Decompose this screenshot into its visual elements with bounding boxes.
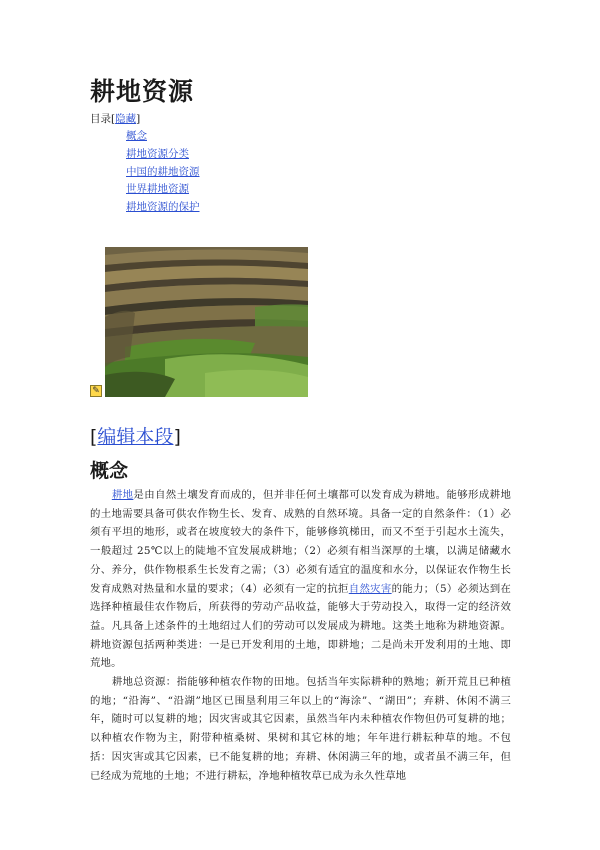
toc-item: [126, 164, 200, 182]
toc-link-world[interactable]: 世界耕地资源: [126, 183, 189, 196]
toc-list: [126, 128, 200, 217]
toc-label: 目录: [90, 113, 111, 125]
edit-bracket-close: ]: [173, 426, 181, 448]
edit-section: [90, 422, 181, 449]
toc-item: [126, 199, 200, 217]
toc-bracket-close: ]: [136, 113, 141, 125]
toc-bracket-open: [: [111, 113, 116, 125]
paragraph-1: [90, 486, 511, 673]
edit-section-link[interactable]: 编辑本段: [97, 426, 174, 448]
terraced-farmland-photo: [105, 247, 308, 397]
paragraph-1-text-a: 是由自然土壤发育而成的，但并非任何土壤都可以发育成为耕地。能够形成耕地的土地需要具备可供农作物生长、发育、成熟的自然环境。具备一定的自然条件：（1）必须有平坦的地形，或者在坡度较大的条件下，能够修筑梯田，而又不至于引起水土流失，一般超过 25℃以上的陡地不宜发展成耕地；（2）必须有相当深厚的土壤，以满足储藏水分、养分，供作物根系生长发育之需；（3）必须有适宜的温度和水分，以保证农作物生长发育成熟对热量和水量的要求；（4）必须有一定的抗拒: [90, 489, 511, 595]
section-body: [90, 486, 511, 785]
paragraph-1-text-b: 的能力；（5）必须达到在选择种植最佳农作物后，所获得的劳动产品收益，能够大于劳动投入，取得一定的经济效益。凡具备上述条件的土地绍过人们的劳动可以发展成为耕地。这类土地称为耕地资源。耕地资源包括两种类进：一是已开发利用的土地，即耕地；二是尚未开发利用的土地、即荒地。: [90, 582, 511, 670]
toc-item: [126, 181, 200, 199]
terraced-farmland-illustration: [105, 247, 308, 397]
arable-land-link[interactable]: 耕地: [111, 489, 134, 501]
toc-item: [126, 146, 200, 164]
image-placeholder-icon[interactable]: ✎: [90, 385, 102, 397]
toc-link-classification[interactable]: 耕地资源分类: [126, 147, 189, 160]
section-heading: 概念: [90, 460, 129, 482]
natural-disaster-link[interactable]: 自然灾害: [348, 582, 392, 595]
toc-link-concept[interactable]: 概念: [126, 130, 147, 142]
toc-link-china[interactable]: 中国的耕地资源: [126, 165, 200, 178]
toc-hide-link[interactable]: 隐藏: [115, 113, 137, 125]
page-title: 耕地资源: [90, 77, 195, 106]
toc-item: [126, 128, 200, 146]
paragraph-2: 耕地总资源：指能够种植农作物的田地。包括当年实际耕种的熟地；新开荒且已种植的地；“沿海”、“沿湖”地区已围垦利用三年以上的“海涂”、“湖田”；弃耕、休闲不满三年，随时可以复耕的地；因灾害或其它因素，虽然当年内未种植农作物但仍可复耕的地；以种植农作物为主，附带种植桑树、果树和其它林的地；年年进行耕耘种草的地。不包括：因灾害或其它因素，已不能复耕的地；弃耕、休闲满三年的地，或者虽不满三年，但已经成为荒地的土地；不进行耕耘，净地种植牧草已成为永久性草地: [90, 676, 511, 782]
edit-bracket-open: [: [90, 426, 98, 448]
toc-link-protection[interactable]: 耕地资源的保护: [126, 201, 200, 214]
toc-header: [90, 112, 140, 126]
